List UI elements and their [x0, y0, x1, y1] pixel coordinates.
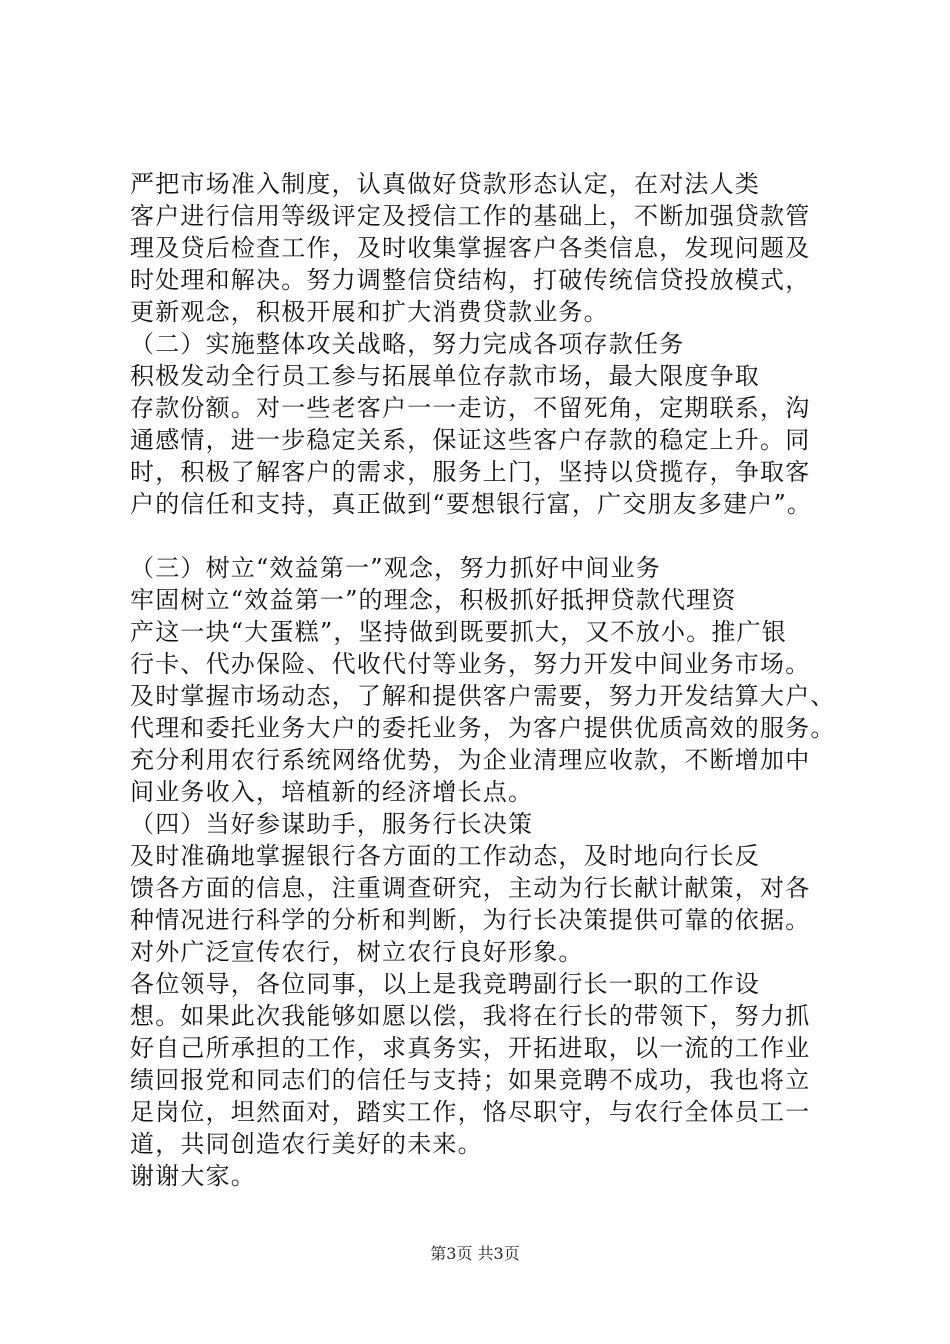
text-line: 间业务收入，培植新的经济增长点。	[130, 778, 534, 806]
text-line: 充分利用农行系统网络优势，为企业清理应收款，不断增加中	[130, 746, 811, 774]
text-line: 想。如果此次我能够如愿以偿，我将在行长的带领下，努力抓	[130, 1002, 811, 1030]
text-line: 及时掌握市场动态，了解和提供客户需要，努力开发结算大户、	[130, 682, 836, 710]
text-line: 道，共同创造农行美好的未来。	[130, 1130, 483, 1158]
text-line: 足岗位，坦然面对，踏实工作，恪尽职守，与农行全体员工一	[130, 1098, 811, 1126]
text-line: 时，积极了解客户的需求，服务上门，坚持以贷揽存，争取客	[130, 458, 811, 486]
text-line: 绩回报党和同志们的信任与支持；如果竞聘不成功，我也将立	[130, 1066, 811, 1094]
text-line: 好自己所承担的工作，求真务实，开拓进取，以一流的工作业	[130, 1034, 811, 1062]
text-line: 代理和委托业务大户的委托业务，为客户提供优质高效的服务。	[130, 714, 836, 742]
text-line: 牢固树立“效益第一”的理念，积极抓好抵押贷款代理资	[130, 586, 737, 614]
text-line: 馈各方面的信息，注重调查研究，主动为行长献计献策，对各	[130, 874, 811, 902]
text-line: 产这一块“大蛋糕”，坚持做到既要抓大，又不放小。推广银	[130, 618, 787, 646]
text-line: 及时准确地掌握银行各方面的工作动态，及时地向行长反	[130, 842, 760, 870]
text-line: 户的信任和支持，真正做到“要想银行富，广交朋友多建户”。	[130, 490, 813, 518]
section-heading-2: （二）实施整体攻关战略，努力完成各项存款任务	[130, 330, 685, 358]
text-line: 种情况进行科学的分析和判断，为行长决策提供可靠的依据。	[130, 906, 811, 934]
text-line: 积极发动全行员工参与拓展单位存款市场，最大限度争取	[130, 362, 760, 390]
text-line: 更新观念，积极开展和扩大消费贷款业务。	[130, 298, 609, 326]
closing-line: 谢谢大家。	[130, 1162, 256, 1190]
section-heading-3: （三）树立“效益第一”观念，努力抓好中间业务	[130, 554, 661, 582]
page-footer: 第3页 共3页	[430, 1244, 520, 1263]
text-line: 通感情，进一步稳定关系，保证这些客户存款的稳定上升。同	[130, 426, 811, 454]
text-line: 严把市场准入制度，认真做好贷款形态认定，在对法人类	[130, 170, 760, 198]
section-heading-4: （四）当好参谋助手，服务行长决策	[130, 810, 534, 838]
text-line: 各位领导，各位同事，以上是我竞聘副行长一职的工作设	[130, 970, 760, 998]
text-line: 理及贷后检查工作，及时收集掌握客户各类信息，发现问题及	[130, 234, 811, 262]
text-line: 存款份额。对一些老客户一一走访，不留死角，定期联系，沟	[130, 394, 811, 422]
document-body	[130, 168, 850, 1192]
text-line: 客户进行信用等级评定及授信工作的基础上，不断加强贷款管	[130, 202, 811, 230]
text-line: 对外广泛宣传农行，树立农行良好形象。	[130, 938, 584, 966]
blank-line	[130, 520, 850, 552]
text-line: 行卡、代办保险、代收代付等业务，努力开发中间业务市场。	[130, 650, 811, 678]
text-line: 时处理和解决。努力调整信贷结构，打破传统信贷投放模式，	[130, 266, 811, 294]
